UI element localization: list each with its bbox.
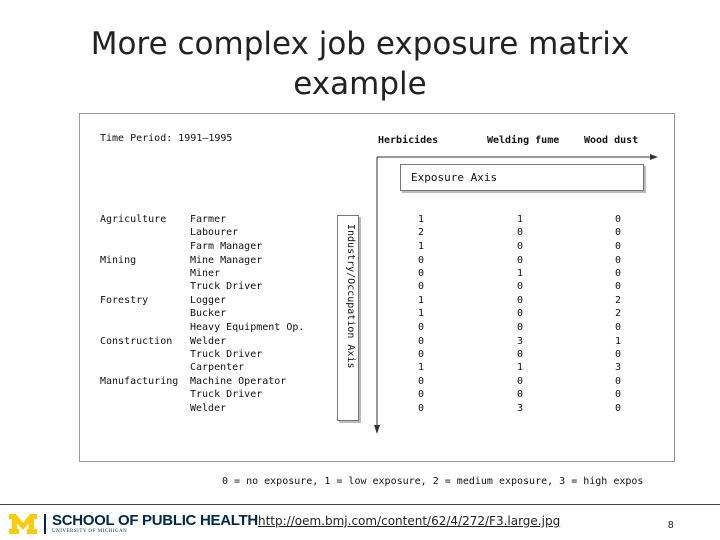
matrix-cell: 1 <box>417 308 425 319</box>
matrix-cell: 0 <box>614 268 622 279</box>
matrix-cell: 0 <box>417 281 425 292</box>
industry-axis-label: Industry/Occupation Axis <box>345 224 356 369</box>
occupation-label: Miner <box>190 268 221 279</box>
logo-subtitle: UNIVERSITY OF MICHIGAN <box>52 529 128 534</box>
matrix-cell: 0 <box>516 255 524 266</box>
matrix-cell: 0 <box>516 322 524 333</box>
matrix-cell: 0 <box>516 389 524 400</box>
matrix-cell: 0 <box>417 268 425 279</box>
matrix-cell: 0 <box>614 322 622 333</box>
title-line-2: example <box>293 66 427 102</box>
matrix-cell: 0 <box>417 336 425 347</box>
matrix-cell: 0 <box>516 281 524 292</box>
matrix-cell: 0 <box>417 255 425 266</box>
industry-axis-arrowhead <box>374 425 380 434</box>
occupation-label: Heavy Equipment Op. <box>190 322 305 333</box>
matrix-cell: 0 <box>614 241 622 252</box>
school-logo <box>8 512 258 536</box>
exposure-axis-arrowhead <box>650 154 658 160</box>
matrix-cell: 0 <box>614 349 622 360</box>
logo-text <box>52 513 258 535</box>
logo-separator <box>44 514 46 534</box>
matrix-cell: 3 <box>614 362 622 373</box>
matrix-cell: 0 <box>516 349 524 360</box>
occupation-label: Farm Manager <box>190 241 263 252</box>
occupation-label: Logger <box>190 295 227 306</box>
job-exposure-matrix-figure <box>79 113 675 462</box>
matrix-cell: 1 <box>516 268 524 279</box>
matrix-cell: 0 <box>516 308 524 319</box>
matrix-cell: 0 <box>614 389 622 400</box>
matrix-cell: 1 <box>614 336 622 347</box>
occupation-label: Labourer <box>190 227 239 238</box>
industry-label-mining: Mining <box>100 255 137 266</box>
matrix-cell: 0 <box>614 255 622 266</box>
matrix-cell: 1 <box>417 214 425 225</box>
matrix-cell: 0 <box>614 376 622 387</box>
matrix-cell: 3 <box>516 336 524 347</box>
matrix-cell: 0 <box>614 227 622 238</box>
slide-title <box>0 24 720 104</box>
exposure-axis-box <box>400 164 644 191</box>
occupation-label: Truck Driver <box>190 349 263 360</box>
matrix-cell: 0 <box>516 241 524 252</box>
occupation-label: Farmer <box>190 214 227 225</box>
occupation-label: Truck Driver <box>190 389 263 400</box>
matrix-cell: 1 <box>516 214 524 225</box>
source-link[interactable]: http://oem.bmj.com/content/62/4/272/F3.large.jpg <box>258 514 561 528</box>
logo-name: SCHOOL OF PUBLIC HEALTH <box>52 512 258 529</box>
matrix-cell: 0 <box>516 227 524 238</box>
industry-label-manufacturing: Manufacturing <box>100 376 179 387</box>
occupation-label: Mine Manager <box>190 255 263 266</box>
industry-axis-box <box>337 215 359 421</box>
matrix-cell: 2 <box>614 308 622 319</box>
exposure-header-welding-fume: Welding fume <box>487 135 560 146</box>
industry-label-agriculture: Agriculture <box>100 214 167 225</box>
matrix-cell: 0 <box>417 322 425 333</box>
exposure-header-herbicides: Herbicides <box>378 135 439 146</box>
exposure-header-wood-dust: Wood dust <box>584 135 639 146</box>
matrix-cell: 3 <box>516 403 524 414</box>
matrix-cell: 0 <box>516 295 524 306</box>
matrix-cell: 0 <box>417 403 425 414</box>
occupation-label: Welder <box>190 403 227 414</box>
exposure-axis-label: Exposure Axis <box>411 171 498 184</box>
matrix-cell: 0 <box>417 389 425 400</box>
industry-label-forestry: Forestry <box>100 295 149 306</box>
matrix-cell: 0 <box>614 403 622 414</box>
matrix-cell: 2 <box>614 295 622 306</box>
matrix-cell: 0 <box>516 376 524 387</box>
footer-divider <box>0 504 720 505</box>
block-m-icon <box>8 513 38 535</box>
matrix-cell: 1 <box>417 295 425 306</box>
occupation-label: Welder <box>190 336 227 347</box>
matrix-cell: 0 <box>417 349 425 360</box>
title-line-1: More complex job exposure matrix <box>90 26 630 62</box>
exposure-legend: 0 = no exposure, 1 = low exposure, 2 = medium exposure, 3 = high expos <box>222 476 644 487</box>
matrix-cell: 1 <box>417 241 425 252</box>
occupation-label: Truck Driver <box>190 281 263 292</box>
matrix-cell: 1 <box>417 362 425 373</box>
time-period-label: Time Period: 1991—1995 <box>100 133 233 144</box>
occupation-label: Bucker <box>190 308 227 319</box>
industry-label-construction: Construction <box>100 336 173 347</box>
matrix-cell: 1 <box>516 362 524 373</box>
matrix-cell: 0 <box>417 376 425 387</box>
occupation-label: Carpenter <box>190 362 245 373</box>
matrix-cell: 0 <box>614 214 622 225</box>
occupation-label: Machine Operator <box>190 376 287 387</box>
page-number: 8 <box>668 520 674 531</box>
matrix-cell: 2 <box>417 227 425 238</box>
matrix-cell: 0 <box>614 281 622 292</box>
